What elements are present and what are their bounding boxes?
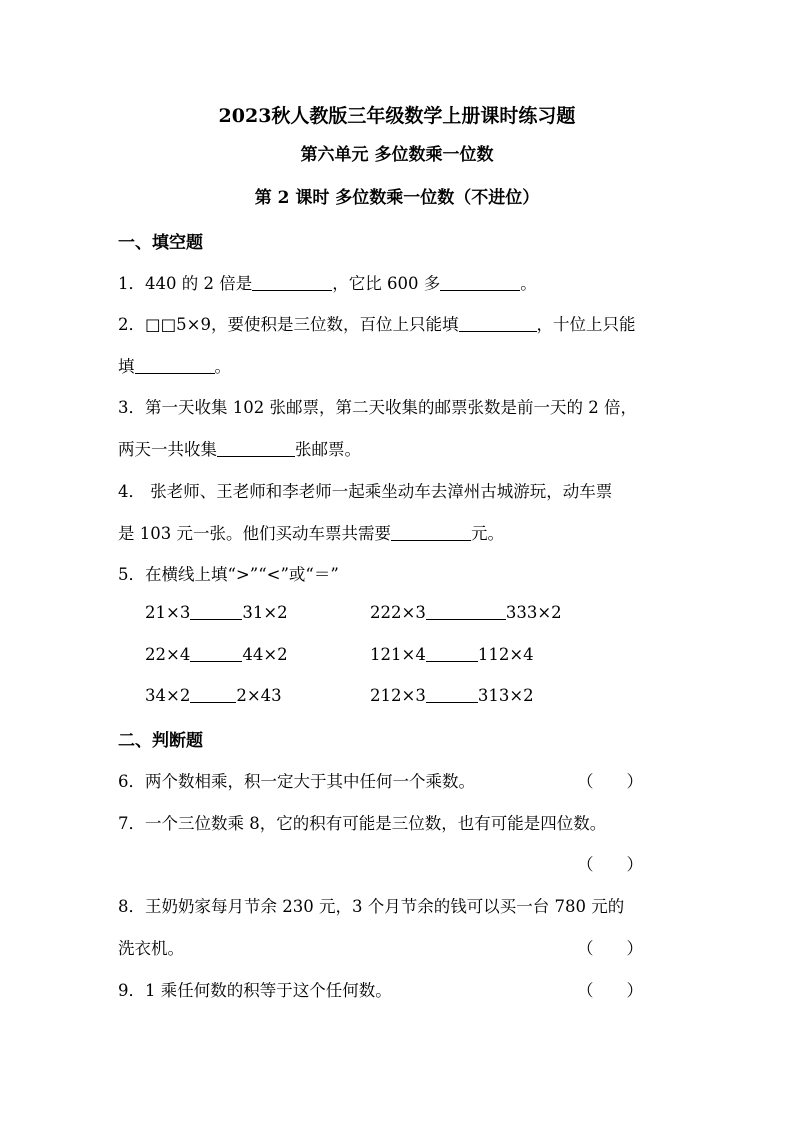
- q1-text-c: 。: [520, 274, 537, 293]
- section-heading-true-false: 二、判断题: [118, 731, 203, 751]
- compare-item: [370, 686, 534, 705]
- question-9: 9．1 乘任何数的积等于这个任何数。: [118, 981, 392, 1000]
- q2-text-d: 。: [214, 357, 231, 376]
- q2-answer-blank-2[interactable]: [135, 372, 215, 374]
- compare-right: 313×2: [477, 686, 534, 705]
- compare-item: [145, 686, 282, 705]
- compare-left: 34×2: [145, 686, 191, 705]
- question-5-prompt: 5．在横线上填“>”“<”或“＝”: [118, 565, 339, 584]
- compare-left: 222×3: [370, 603, 426, 622]
- q2-text-b: ，十位上只能: [536, 315, 636, 334]
- question-2-line-1: [118, 311, 636, 335]
- compare-right: 31×2: [242, 603, 288, 622]
- q4-text-b: 是 103 元一张。他们买动车票共需要: [118, 524, 391, 543]
- question-3-line-2: [118, 436, 361, 460]
- compare-blank[interactable]: [426, 701, 478, 703]
- question-4-line-1: 4． 张老师、王老师和李老师一起乘坐动车去漳州古城游玩，动车票: [118, 482, 613, 501]
- question-7: 7．一个三位数乘 8，它的积有可能是三位数，也有可能是四位数。: [118, 814, 607, 833]
- q4-text-c: 元。: [470, 524, 504, 543]
- question-6: 6．两个数相乘，积一定大于其中任何一个乘数。: [118, 772, 475, 791]
- question-8-line-1: 8．王奶奶家每月节余 230 元，3 个月节余的钱可以买一台 780 元的: [118, 897, 625, 916]
- q1-answer-blank-2[interactable]: [440, 289, 520, 291]
- q7-answer-parentheses[interactable]: （ ）: [577, 855, 643, 874]
- compare-left: 21×3: [145, 603, 191, 622]
- lesson-title: 第 2 课时 多位数乘一位数（不进位）: [254, 188, 540, 208]
- q3-answer-blank[interactable]: [217, 455, 295, 457]
- compare-left: 22×4: [145, 645, 191, 664]
- q8-answer-parentheses[interactable]: （ ）: [577, 939, 643, 958]
- compare-blank[interactable]: [190, 618, 242, 620]
- compare-item: [370, 645, 534, 664]
- compare-right: 2×43: [236, 686, 282, 705]
- q1-answer-blank-1[interactable]: [252, 289, 332, 291]
- compare-blank[interactable]: [426, 618, 506, 620]
- section-heading-fill-in: 一、填空题: [118, 233, 203, 253]
- unit-title: 第六单元 多位数乘一位数: [300, 145, 494, 165]
- compare-blank[interactable]: [190, 701, 236, 703]
- compare-left: 212×3: [370, 686, 426, 705]
- compare-item: [145, 603, 288, 622]
- question-1: [118, 270, 537, 294]
- q3-text-c: 张邮票。: [295, 440, 361, 459]
- question-2-line-2: [118, 353, 231, 377]
- question-4-line-2: [118, 520, 504, 544]
- compare-item: [145, 645, 288, 664]
- compare-right: 44×2: [242, 645, 288, 664]
- q6-answer-parentheses[interactable]: （ ）: [577, 772, 643, 791]
- q3-text-b: 两天一共收集: [118, 440, 217, 459]
- q1-text-b: ，它比 600 多: [332, 274, 441, 293]
- q1-text-a: 1．440 的 2 倍是: [118, 274, 253, 293]
- compare-right: 333×2: [505, 603, 562, 622]
- q9-answer-parentheses[interactable]: （ ）: [577, 981, 643, 1000]
- question-8-line-2: 洗衣机。: [118, 939, 184, 958]
- q2-text-a: 2．□□5×9，要使积是三位数，百位上只能填: [118, 315, 459, 334]
- q2-answer-blank-1[interactable]: [459, 330, 537, 332]
- question-3-line-1: 3．第一天收集 102 张邮票，第二天收集的邮票张数是前一天的 2 倍，: [118, 398, 637, 417]
- q2-text-c: 填: [118, 357, 135, 376]
- q4-answer-blank[interactable]: [391, 539, 471, 541]
- compare-left: 121×4: [370, 645, 426, 664]
- compare-right: 112×4: [477, 645, 534, 664]
- compare-blank[interactable]: [190, 660, 242, 662]
- page-title: 2023秋人教版三年级数学上册课时练习题: [218, 105, 576, 127]
- compare-blank[interactable]: [426, 660, 478, 662]
- compare-item: [370, 603, 562, 622]
